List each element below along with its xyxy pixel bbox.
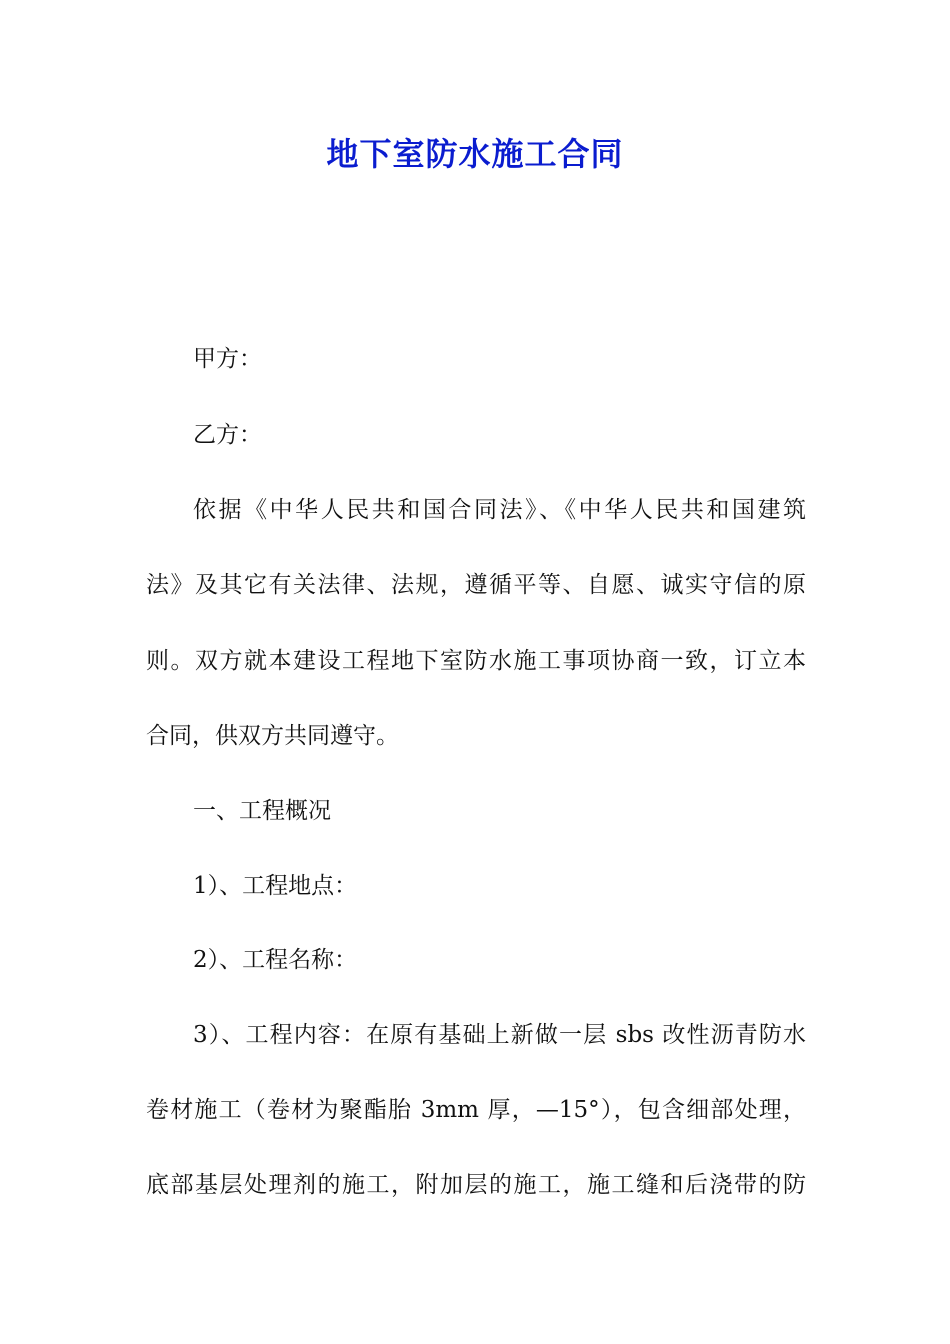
project-content-line-3: 底部基层处理剂的施工，附加层的施工，施工缝和后浇带的防 — [146, 1172, 806, 1198]
project-location-line: 1）、工程地点： — [193, 873, 358, 899]
section-heading-1: 一、工程概况 — [193, 798, 331, 824]
preamble-line-2: 法》及其它有关法律、法规，遵循平等、自愿、诚实守信的原 — [146, 572, 806, 598]
preamble-line-1: 依据《中华人民共和国合同法》、《中华人民共和国建筑 — [193, 497, 806, 523]
project-content-line-1: 3）、工程内容：在原有基础上新做一层 sbs 改性沥青防水 — [193, 1022, 806, 1048]
party-a-line: 甲方： — [193, 346, 262, 372]
preamble-line-4: 合同，供双方共同遵守。 — [146, 723, 399, 749]
document-title: 地下室防水施工合同 — [326, 135, 624, 173]
project-content-line-2: 卷材施工（卷材为聚酯胎 3mm 厚，—15°），包含细部处理， — [146, 1097, 806, 1123]
preamble-line-3: 则。双方就本建设工程地下室防水施工事项协商一致，订立本 — [146, 648, 806, 674]
party-b-line: 乙方： — [193, 422, 262, 448]
project-name-line: 2）、工程名称： — [193, 947, 358, 973]
